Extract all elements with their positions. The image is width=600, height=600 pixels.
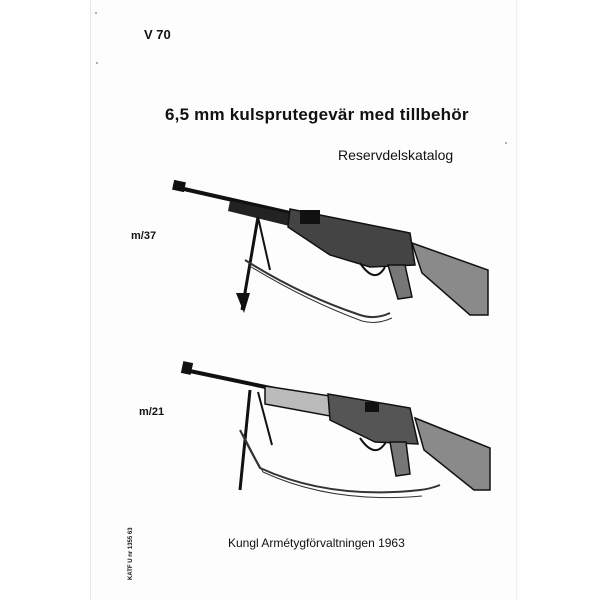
paper-speck: [505, 142, 507, 144]
model-label-m21: m/21: [139, 406, 165, 418]
page-subtitle: Reservdelskatalog: [338, 147, 454, 163]
publisher-line: Kungl Armétygförvaltningen 1963: [228, 536, 405, 550]
page-title: 6,5 mm kulsprutegevär med tillbehör: [165, 105, 469, 124]
paper-speck: [96, 62, 98, 64]
document-code: V 70: [144, 27, 171, 42]
rifle-m21-illustration: [180, 350, 500, 500]
model-label-m37: m/37: [131, 230, 157, 242]
paper-speck: [95, 12, 97, 14]
side-print-code: KATF U nr 1355 63: [128, 527, 134, 580]
rifle-m37-illustration: [170, 175, 500, 325]
